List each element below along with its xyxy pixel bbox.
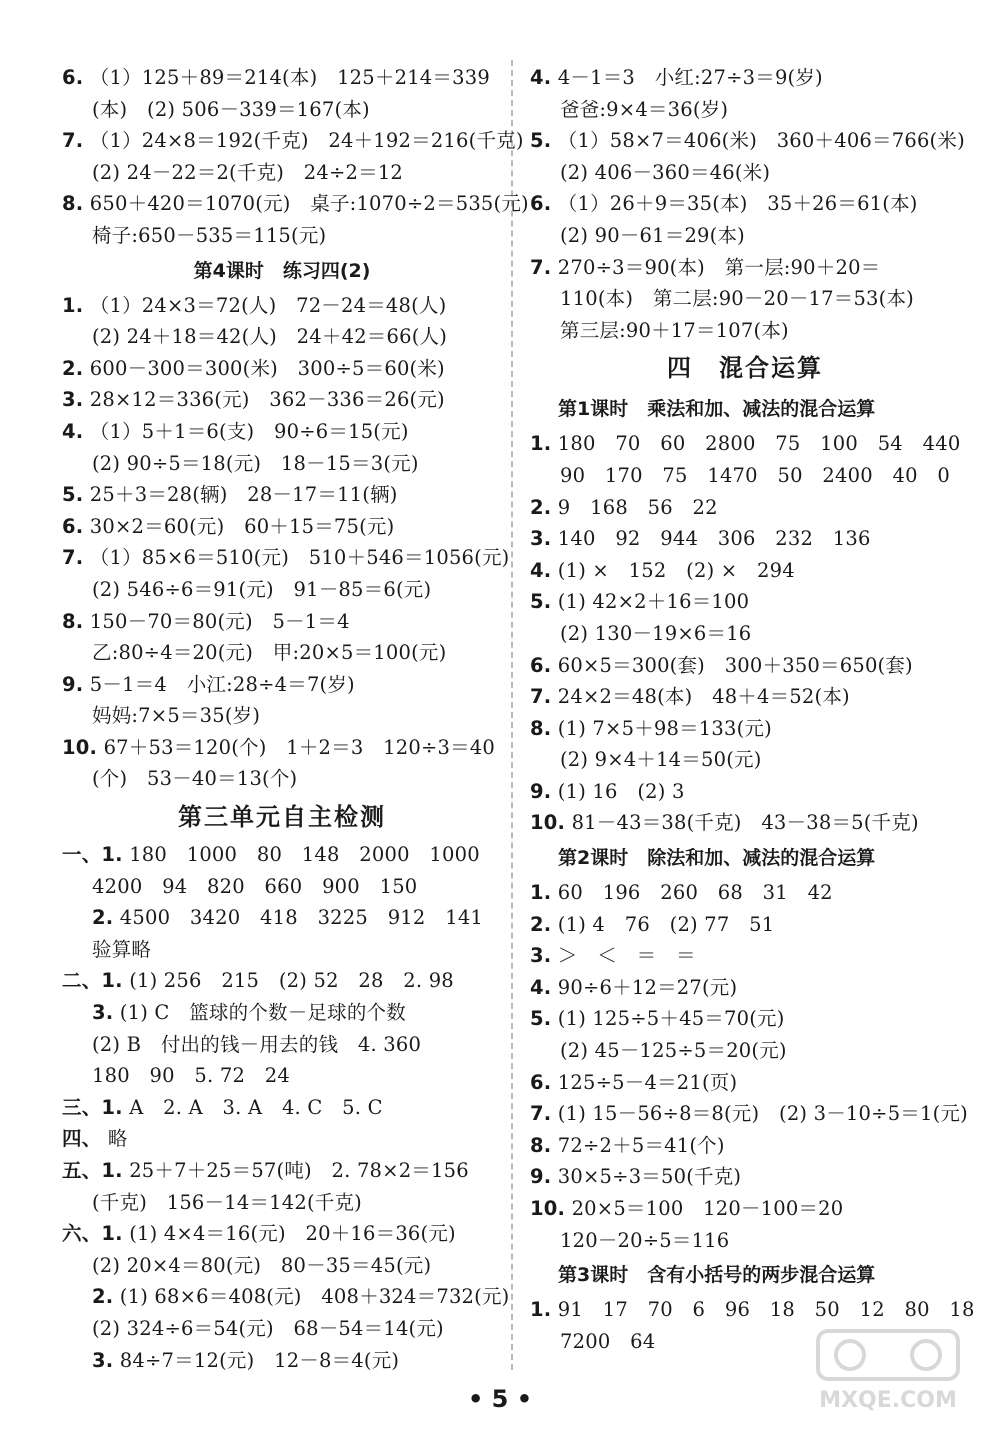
right-top-answers [530, 62, 965, 346]
answer-text: (2) 24－22＝2(千克) 24÷2＝12 [92, 160, 404, 184]
answer-text: (1) 7×5＋98＝133(元) [557, 716, 772, 740]
unit3-heading: 第三单元自主检测 [178, 803, 386, 832]
answer-line [530, 1003, 960, 1035]
answer-line [530, 1067, 960, 1099]
question-number: 7. [62, 129, 84, 153]
answer-line [530, 523, 960, 555]
answer-text: (1) 4×4＝16(元) 20＋16＝36(元) [129, 1222, 456, 1246]
question-number: 7. [530, 685, 552, 709]
question-number: 5. [62, 483, 84, 507]
answer-text: 略 [107, 1127, 128, 1151]
answer-line [62, 353, 502, 385]
question-number: 一、1. [62, 843, 123, 867]
answer-text: (2) 90－61＝29(本) [560, 223, 745, 247]
answer-line [62, 1155, 502, 1187]
answer-line [62, 511, 502, 543]
answer-text: (2) 546÷6＝91(元) 91－85＝6(元) [92, 577, 432, 601]
question-number: 5. [530, 590, 552, 614]
question-number: 6. [62, 514, 84, 538]
answer-text: (2) 45－125÷5＝20(元) [560, 1039, 787, 1063]
answer-line [62, 997, 502, 1029]
answer-text: 72÷2＋5＝41(个) [557, 1133, 725, 1157]
question-number: 10. [530, 811, 566, 835]
question-number: 7. [530, 255, 552, 279]
question-number: 1. [530, 881, 552, 905]
answer-line [530, 1130, 960, 1162]
question-number: 4. [530, 66, 552, 89]
answer-line [62, 1187, 502, 1219]
answer-line [62, 542, 510, 574]
answer-text: 90 170 75 1470 50 2400 40 0 [560, 463, 951, 487]
answer-line [62, 448, 502, 480]
answer-line [530, 157, 960, 189]
question-number: 9. [530, 1165, 552, 1189]
answer-text: 爸爸:9×4＝36(岁) [560, 97, 729, 121]
question-number: 2. [530, 495, 552, 519]
lesson2-heading: 第2课时 除法和加、减法的混合运算 [558, 847, 876, 870]
answer-text: （1）26＋9＝35(本) 35＋26＝61(本) [557, 192, 918, 216]
question-number: 3. [92, 1001, 114, 1025]
answer-text: （1）58×7＝406(米) 360＋406＝766(米) [557, 129, 965, 153]
question-number: 6. [530, 192, 552, 216]
question-number: 7. [62, 546, 84, 570]
answer-text: (2) 406－360＝46(米) [560, 160, 771, 184]
answer-text: 7200 64 [560, 1329, 656, 1353]
question-number: 2. [92, 906, 114, 930]
answer-line [62, 416, 502, 448]
answer-text: ＞ ＜ ＝ ＝ [557, 944, 696, 968]
answer-line [530, 877, 960, 909]
answer-line [62, 1060, 502, 1092]
answer-line [530, 940, 960, 972]
answer-line [62, 934, 502, 966]
answer-line [530, 283, 960, 315]
answer-line [62, 1029, 502, 1061]
answer-line [530, 428, 960, 460]
answer-text: 650＋420＝1070(元) 桌子:1070÷2＝535(元) [89, 192, 529, 216]
answer-line [530, 1294, 975, 1326]
question-number: 4. [530, 975, 552, 999]
question-number: 1. [62, 293, 84, 317]
watermark-logo [798, 1325, 978, 1415]
answer-line [530, 909, 960, 941]
lesson3-heading: 第3课时 含有小括号的两步混合运算 [558, 1264, 876, 1287]
answer-text: (个) 53－40＝13(个) [92, 767, 298, 791]
lesson1-answers [530, 428, 960, 839]
answer-line [530, 713, 960, 745]
answer-text: 67＋53＝120(个) 1＋2＝3 120÷3＝40 [103, 735, 496, 759]
answer-line [62, 479, 502, 511]
answer-text: 60 196 260 68 31 42 [557, 881, 833, 905]
answer-text: (1) C 篮球的个数－足球的个数 [119, 1001, 406, 1025]
answer-text: （1）85×6＝510(元) 510＋546＝1056(元) [89, 546, 510, 570]
answer-line [62, 1218, 502, 1250]
answer-line [530, 220, 960, 252]
answer-text: 180 90 5. 72 24 [92, 1064, 290, 1088]
question-number: 1. [530, 1298, 552, 1322]
question-number: 5. [530, 129, 552, 153]
question-number: 六、1. [62, 1222, 123, 1246]
answer-line [62, 384, 502, 416]
answer-line [530, 188, 960, 220]
answer-text: (千克) 156－14＝142(千克) [92, 1190, 362, 1214]
answer-line [62, 669, 502, 701]
answer-line [62, 871, 502, 903]
answer-line [62, 220, 502, 252]
answer-line [530, 681, 960, 713]
answer-text: （1）24×8＝192(千克) 24＋192＝216(千克) [89, 129, 524, 153]
answer-line [62, 965, 502, 997]
left-top-answers [62, 62, 529, 252]
answer-line [62, 574, 502, 606]
answer-text: 110(本) 第二层:90－20－17＝53(本) [560, 287, 914, 311]
answer-text: 9 168 56 22 [557, 495, 718, 519]
question-number: 1. [530, 432, 552, 456]
answer-line [62, 606, 502, 638]
answer-line [62, 1281, 510, 1313]
answer-text: (2) 324÷6＝54(元) 68－54＝14(元) [92, 1316, 444, 1340]
lesson2-answers [530, 877, 968, 1256]
answer-text: 180 70 60 2800 75 100 54 440 [557, 432, 961, 456]
answer-line [530, 1161, 960, 1193]
answer-line [530, 492, 960, 524]
question-number: 3. [530, 527, 552, 551]
answer-text: 4－1＝3 小红:27÷3＝9(岁) [557, 66, 823, 89]
lesson4-answers [62, 290, 510, 796]
unit4-heading: 四 混合运算 [667, 354, 823, 383]
question-number: 10. [530, 1197, 566, 1220]
answer-line [530, 618, 960, 650]
page-number: • 5 • [467, 1385, 533, 1413]
question-number: 二、1. [62, 969, 123, 993]
answer-text: 乙:80÷4＝20(元) 甲:20×5＝100(元) [92, 641, 447, 665]
answer-text: (1) 4 76 (2) 77 51 [557, 912, 775, 936]
answer-text: 180 1000 80 148 2000 1000 [129, 843, 480, 867]
answer-line [62, 700, 502, 732]
question-number: 五、1. [62, 1159, 123, 1182]
answer-text: (2) 90÷5＝18(元) 18－15＝3(元) [92, 451, 419, 475]
answer-text: (2) 20×4＝80(元) 80－35＝45(元) [92, 1253, 432, 1277]
answer-text: 4200 94 820 660 900 150 [92, 874, 418, 898]
question-number: 2. [62, 356, 84, 380]
answer-text: (1) 16 (2) 3 [557, 779, 685, 803]
question-number: 5. [530, 1007, 552, 1031]
lesson1-heading: 第1课时 乘法和加、减法的混合运算 [558, 398, 876, 421]
question-number: 8. [530, 716, 552, 740]
answer-text: (1) 42×2＋16＝100 [557, 590, 750, 614]
answer-line [530, 252, 960, 284]
question-number: 8. [62, 192, 84, 216]
answer-line [62, 1092, 502, 1124]
answer-line [62, 732, 502, 764]
answer-line [530, 94, 960, 126]
answer-text: （1）24×3＝72(人) 72－24＝48(人) [89, 293, 447, 317]
answer-line [530, 776, 960, 808]
answer-line [62, 1123, 502, 1155]
answer-text: 140 92 944 306 232 136 [557, 527, 871, 551]
answer-text: 90÷6＋12＝27(元) [557, 975, 738, 999]
question-number: 9. [530, 779, 552, 803]
answer-text: 600－300＝300(米) 300÷5＝60(米) [89, 356, 445, 380]
answer-text: （1）125＋89＝214(本) 125＋214＝339 [89, 66, 490, 89]
question-number: 6. [530, 1070, 552, 1094]
answer-text: 20×5＝100 120－100＝20 [571, 1197, 844, 1220]
question-number: 三、1. [62, 1095, 123, 1119]
answer-text: (1) 256 215 (2) 52 28 2. 98 [129, 969, 454, 993]
answer-text: 妈妈:7×5＝35(岁) [92, 704, 261, 728]
right-column [530, 62, 975, 1357]
answer-line [62, 321, 502, 353]
question-number: 3. [92, 1348, 114, 1372]
question-number: 8. [530, 1133, 552, 1157]
answer-text: 椅子:650－535＝115(元) [92, 223, 327, 247]
answer-line [530, 1225, 960, 1257]
question-number: 四、 [62, 1127, 102, 1151]
answer-text: (1) 15－56÷8＝8(元) (2) 3－10÷5＝1(元) [557, 1102, 968, 1126]
answer-line [62, 188, 529, 220]
answer-text: 24×2＝48(本) 48＋4＝52(本) [557, 685, 850, 709]
answer-line [62, 839, 502, 871]
left-column [62, 62, 529, 1376]
unit3-answers [62, 839, 510, 1376]
answer-line [62, 94, 502, 126]
answer-text: 125÷5－4＝21(页) [557, 1070, 738, 1094]
answer-text: 验算略 [92, 937, 152, 961]
answer-line [530, 972, 960, 1004]
answer-line [62, 62, 502, 94]
answer-text: （1）5＋1＝6(支) 90÷6＝15(元) [89, 419, 409, 443]
answer-line [530, 1193, 960, 1225]
answer-text: (本) (2) 506－339＝167(本) [92, 97, 370, 121]
answer-text: 4500 3420 418 3225 912 141 [119, 906, 484, 930]
answer-text: (2) B 付出的钱－用去的钱 4. 360 [92, 1032, 422, 1056]
answer-text: 60×5＝300(套) 300＋350＝650(套) [557, 653, 913, 677]
answer-text: 84÷7＝12(元) 12－8＝4(元) [119, 1348, 400, 1372]
column-divider [511, 60, 513, 1370]
answer-text: 30×5÷3＝50(千克) [557, 1165, 742, 1189]
answer-line [530, 744, 960, 776]
answer-text: 5－1＝4 小江:28÷4＝7(岁) [89, 672, 355, 696]
answer-text: 25＋7＋25＝57(吨) 2. 78×2＝156 [129, 1159, 469, 1182]
answer-text: 150－70＝80(元) 5－1＝4 [89, 609, 350, 633]
question-number: 4. [62, 419, 84, 443]
answer-line [62, 1345, 502, 1377]
question-number: 3. [530, 944, 552, 968]
question-number: 10. [62, 735, 98, 759]
question-number: 2. [530, 912, 552, 936]
answer-text: 120－20÷5＝116 [560, 1228, 730, 1252]
answer-line [62, 157, 502, 189]
answer-text: 30×2＝60(元) 60＋15＝75(元) [89, 514, 395, 538]
answer-line [530, 586, 960, 618]
answer-text: 270÷3＝90(本) 第一层:90＋20＝ [557, 255, 881, 279]
question-number: 8. [62, 609, 84, 633]
answer-line [62, 125, 524, 157]
question-number: 9. [62, 672, 84, 696]
answer-text: 91 17 70 6 96 18 50 12 80 18 [557, 1298, 975, 1322]
answer-line [530, 650, 960, 682]
answer-line [62, 1313, 502, 1345]
answer-text: 28×12＝336(元) 362－336＝26(元) [89, 388, 445, 412]
question-number: 4. [530, 558, 552, 582]
answer-line [530, 460, 960, 492]
answer-line [530, 125, 965, 157]
answer-line [530, 62, 960, 94]
answer-line [530, 1035, 960, 1067]
answer-text: A 2. A 3. A 4. C 5. C [129, 1095, 383, 1119]
question-number: 7. [530, 1102, 552, 1126]
answer-line [62, 1250, 502, 1282]
question-number: 3. [62, 388, 84, 412]
question-number: 2. [92, 1285, 114, 1309]
answer-text: (1) 68×6＝408(元) 408＋324＝732(元) [119, 1285, 510, 1309]
watermark-text: MXQE.COM [819, 1388, 957, 1413]
answer-text: 第三层:90＋17＝107(本) [560, 318, 789, 342]
answer-text: (1) 125÷5＋45＝70(元) [557, 1007, 785, 1031]
lesson4-heading: 第4课时 练习四(2) [193, 259, 371, 282]
answer-line [530, 555, 960, 587]
answer-text: (1) × 152 (2) × 294 [557, 558, 795, 582]
answer-line [62, 763, 502, 795]
answer-text: 81－43＝38(千克) 43－38＝5(千克) [571, 811, 919, 835]
answer-text: 25＋3＝28(辆) 28－17＝11(辆) [89, 483, 398, 507]
answer-line [62, 290, 502, 322]
question-number: 6. [62, 66, 84, 89]
answer-line [62, 637, 502, 669]
answer-text: (2) 9×4＋14＝50(元) [560, 748, 762, 772]
answer-text: (2) 24＋18＝42(人) 24＋42＝66(人) [92, 325, 448, 349]
answer-line [530, 315, 960, 347]
answer-line [530, 807, 960, 839]
answer-line [530, 1098, 968, 1130]
question-number: 6. [530, 653, 552, 677]
answer-text: (2) 130－19×6＝16 [560, 621, 752, 645]
answer-line [62, 902, 502, 934]
